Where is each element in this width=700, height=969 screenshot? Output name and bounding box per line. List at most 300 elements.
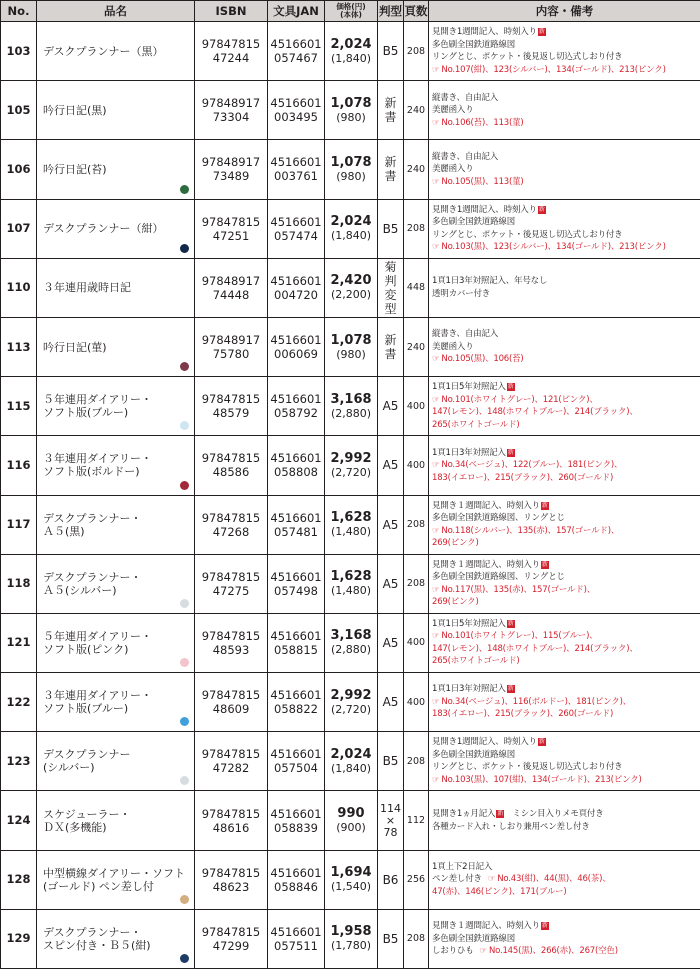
note-line (432, 873, 697, 886)
jan-part: 4516601 (268, 807, 324, 821)
table-row (1, 613, 700, 672)
note-line (432, 341, 697, 354)
jan-part: 4516601 (268, 155, 324, 169)
note-line (432, 920, 697, 933)
ref-mark-icon: ☞ (432, 395, 439, 405)
jan-part: 058792 (268, 406, 324, 420)
header-name: 品名 (37, 1, 195, 22)
price-cell (325, 909, 378, 968)
price-cell (325, 436, 378, 495)
format-cell (378, 673, 404, 732)
jan-part: 4516601 (268, 274, 324, 288)
color-swatch (180, 421, 189, 430)
product-name (37, 554, 195, 613)
note-text: 多色刷全国鉄道路線図、リングとじ (432, 572, 565, 582)
item-number: 122 (1, 673, 37, 732)
note-text: 183(イエロー)、215(ブラック)、260(ゴールド) (432, 709, 613, 719)
new-badge: 新 (541, 561, 549, 569)
isbn-part: 48616 (195, 821, 267, 835)
format-cell (378, 317, 404, 376)
note-related-items: No.145(黒)、266(赤)、267(空色) (489, 946, 618, 956)
note-line (432, 500, 697, 513)
price-base: (2,880) (325, 643, 377, 657)
note-text: 美麗函入り (432, 164, 474, 174)
note-line (432, 933, 697, 946)
product-name-line: ３年連用歳時日記 (43, 281, 190, 294)
isbn-part: 97847815 (195, 392, 267, 406)
price-with-tax: 2,024 (325, 747, 377, 762)
jan-part: 058822 (268, 702, 324, 716)
format-line: B5 (379, 932, 402, 946)
note-line (432, 51, 697, 64)
jan-part: 057511 (268, 939, 324, 953)
color-swatch (180, 362, 189, 371)
notes-cell (429, 377, 700, 436)
note-text: No.101(ホワイトグレー)、115(ブルー)、 (441, 631, 597, 641)
format-line: A5 (379, 695, 402, 709)
new-badge: 新 (507, 620, 515, 628)
product-name-line: デスクプランナー・ (43, 926, 190, 939)
price-with-tax: 990 (325, 806, 377, 821)
ref-mark-icon: ☞ (480, 946, 487, 956)
price-cell (325, 317, 378, 376)
format-line: B5 (379, 754, 402, 768)
product-name-line: デスクプランナー (43, 748, 190, 761)
page-count: 240 (404, 140, 429, 199)
isbn-part: 48609 (195, 702, 267, 716)
jan-cell (268, 791, 325, 850)
note-line (432, 92, 697, 105)
table-row (1, 199, 700, 258)
isbn-part: 97847815 (195, 451, 267, 465)
price-with-tax: 1,628 (325, 510, 377, 525)
format-cell (378, 791, 404, 850)
notes-cell (429, 732, 700, 791)
product-name-line: ５年連用ダイアリー・ (43, 630, 190, 643)
jan-part: 4516601 (268, 570, 324, 584)
product-name-line: ３年連用ダイアリー・ (43, 689, 190, 702)
note-text: No.107(紺)、123(シルバー)、134(ゴールド)、213(ピンク) (441, 65, 665, 75)
header-price-line1: 価格(円) (325, 3, 377, 11)
item-number: 128 (1, 850, 37, 909)
isbn-cell (195, 850, 268, 909)
isbn-cell (195, 673, 268, 732)
jan-part: 003761 (268, 169, 324, 183)
price-cell (325, 554, 378, 613)
isbn-part: 47251 (195, 229, 267, 243)
product-name (37, 791, 195, 850)
color-swatch (180, 776, 189, 785)
price-cell (325, 673, 378, 732)
isbn-part: 97847815 (195, 570, 267, 584)
jan-part: 4516601 (268, 392, 324, 406)
price-with-tax: 1,628 (325, 569, 377, 584)
item-number: 123 (1, 732, 37, 791)
price-with-tax: 1,694 (325, 865, 377, 880)
isbn-part: 47275 (195, 584, 267, 598)
notes-cell (429, 909, 700, 968)
product-name-line: Ａ５(黒) (43, 525, 190, 538)
product-name (37, 140, 195, 199)
price-cell (325, 613, 378, 672)
price-with-tax: 1,958 (325, 924, 377, 939)
note-line (432, 39, 697, 52)
price-base: (980) (325, 111, 377, 125)
price-base: (1,480) (325, 584, 377, 598)
note-line (432, 618, 697, 631)
note-line (432, 64, 697, 77)
format-cell (378, 613, 404, 672)
notes-cell (429, 140, 700, 199)
new-badge: 新 (538, 738, 546, 746)
format-cell (378, 258, 404, 317)
jan-cell (268, 613, 325, 672)
product-name (37, 377, 195, 436)
new-badge: 新 (507, 449, 515, 457)
product-name (37, 613, 195, 672)
product-name-line: Ａ５(シルバー) (43, 584, 190, 597)
page-count: 208 (404, 909, 429, 968)
isbn-part: 73489 (195, 169, 267, 183)
item-number: 121 (1, 613, 37, 672)
note-text: 多色刷全国鉄道路線図、リングとじ (432, 513, 565, 523)
format-cell (378, 495, 404, 554)
price-with-tax: 3,168 (325, 392, 377, 407)
product-name-line: スケジューラー・ (43, 808, 190, 821)
price-base: (980) (325, 348, 377, 362)
price-cell (325, 258, 378, 317)
product-name (37, 22, 195, 81)
product-name-line: デスクプランナー・ (43, 571, 190, 584)
note-text: 265(ホワイトゴールド) (432, 656, 520, 666)
note-line (432, 512, 697, 525)
note-text: 269(ピンク) (432, 597, 479, 607)
header-isbn: ISBN (195, 1, 268, 22)
format-line: A5 (379, 518, 402, 532)
header-no: No. (1, 1, 37, 22)
note-text: リングとじ、ポケット・後見返し切込式しおり付き (432, 230, 622, 240)
notes-cell (429, 436, 700, 495)
note-line (432, 708, 697, 721)
price-base: (1,780) (325, 939, 377, 953)
item-number: 113 (1, 317, 37, 376)
format-cell (378, 140, 404, 199)
color-swatch (180, 185, 189, 194)
note-line (432, 472, 697, 485)
isbn-part: 48593 (195, 643, 267, 657)
notes-cell (429, 673, 700, 732)
jan-cell (268, 732, 325, 791)
notes-cell (429, 22, 700, 81)
product-name (37, 732, 195, 791)
isbn-part: 97847815 (195, 747, 267, 761)
product-name (37, 850, 195, 909)
note-text: 269(ピンク) (432, 538, 479, 548)
jan-cell (268, 258, 325, 317)
product-name-line: ソフト版(ブルー) (43, 702, 190, 715)
new-badge: 新 (507, 383, 515, 391)
note-text: 見開き１週間記入、時刻入り (432, 921, 540, 931)
jan-part: 4516601 (268, 37, 324, 51)
note-line (432, 328, 697, 341)
product-name-line: デスクプランナー・ (43, 512, 190, 525)
format-cell (378, 81, 404, 140)
header-format: 判型 (378, 1, 404, 22)
jan-part: 057474 (268, 229, 324, 243)
note-text: リングとじ、ポケット・後見返し切込式しおり付き (432, 52, 622, 62)
note-text: 多色刷全国鉄道路線図 (432, 934, 515, 944)
note-line (432, 176, 697, 189)
notes-cell (429, 81, 700, 140)
isbn-cell (195, 436, 268, 495)
notes-cell (429, 554, 700, 613)
note-line (432, 419, 697, 432)
product-name-line: 吟行日記(菫) (43, 341, 190, 354)
format-cell (378, 199, 404, 258)
price-base: (1,840) (325, 229, 377, 243)
price-with-tax: 2,024 (325, 214, 377, 229)
product-name-line: ３年連用ダイアリー・ (43, 452, 190, 465)
isbn-cell (195, 613, 268, 672)
price-cell (325, 22, 378, 81)
format-cell (378, 436, 404, 495)
format-line: B5 (379, 222, 402, 236)
note-line (432, 749, 697, 762)
note-line (432, 808, 697, 821)
price-with-tax: 2,992 (325, 451, 377, 466)
jan-cell (268, 140, 325, 199)
note-line (432, 696, 697, 709)
jan-part: 4516601 (268, 688, 324, 702)
new-badge: 新 (538, 28, 546, 36)
table-body (1, 22, 700, 969)
ref-mark-icon: ☞ (432, 65, 439, 75)
format-line: 新書 (379, 333, 402, 361)
product-name (37, 495, 195, 554)
format-cell (378, 22, 404, 81)
ref-mark-icon: ☞ (432, 354, 439, 364)
note-line (432, 163, 697, 176)
new-badge: 新 (541, 502, 549, 510)
note-text: 美麗函入り (432, 342, 474, 352)
jan-part: 057467 (268, 51, 324, 65)
jan-part: 4516601 (268, 629, 324, 643)
price-cell (325, 81, 378, 140)
page-count: 400 (404, 613, 429, 672)
table-row (1, 436, 700, 495)
product-name-line: デスクプランナー（黒） (43, 45, 190, 58)
jan-part: 057481 (268, 525, 324, 539)
new-badge: 新 (541, 922, 549, 930)
note-line (432, 774, 697, 787)
item-number: 105 (1, 81, 37, 140)
table-row (1, 909, 700, 968)
item-number: 103 (1, 22, 37, 81)
note-line (432, 821, 697, 834)
price-base: (980) (325, 170, 377, 184)
note-line (432, 104, 697, 117)
note-text: 多色刷全国鉄道路線図 (432, 217, 515, 227)
color-swatch (180, 895, 189, 904)
ref-mark-icon: ☞ (432, 242, 439, 252)
jan-cell (268, 554, 325, 613)
isbn-cell (195, 554, 268, 613)
notes-cell (429, 850, 700, 909)
page-count: 240 (404, 317, 429, 376)
isbn-cell (195, 22, 268, 81)
price-base: (2,200) (325, 288, 377, 302)
table-row (1, 81, 700, 140)
note-line (432, 537, 697, 550)
jan-part: 057498 (268, 584, 324, 598)
note-line (432, 559, 697, 572)
product-name (37, 317, 195, 376)
note-line (432, 216, 697, 229)
item-number: 106 (1, 140, 37, 199)
table-row (1, 732, 700, 791)
price-cell (325, 377, 378, 436)
new-badge: 新 (496, 810, 504, 818)
note-text: 見開き1週間記入、時刻入り (432, 737, 537, 747)
price-cell (325, 495, 378, 554)
note-text: 見開き1週間記入、時刻入り (432, 205, 537, 215)
header-price (325, 1, 378, 22)
jan-part: 4516601 (268, 747, 324, 761)
jan-cell (268, 317, 325, 376)
table-row (1, 377, 700, 436)
format-line: 新書 (379, 155, 402, 183)
jan-part: 004720 (268, 288, 324, 302)
page-count: 112 (404, 791, 429, 850)
isbn-part: 97847815 (195, 37, 267, 51)
note-text: 縦書き、自由記入 (432, 329, 498, 339)
isbn-part: 97847815 (195, 511, 267, 525)
note-line (432, 406, 697, 419)
format-line: × (379, 815, 402, 827)
jan-part: 4516601 (268, 925, 324, 939)
note-text: 透明カバー付き (432, 289, 490, 299)
note-text: 147(レモン)、148(ホワイトブルー)、214(ブラック)、 (432, 407, 638, 417)
isbn-part: 97848917 (195, 274, 267, 288)
price-cell (325, 850, 378, 909)
note-line (432, 447, 697, 460)
note-text: しおりひも (432, 946, 474, 956)
isbn-part: 97848917 (195, 333, 267, 347)
page-count: 400 (404, 673, 429, 732)
note-line (432, 630, 697, 643)
note-line (432, 381, 697, 394)
table-row (1, 673, 700, 732)
jan-part: 4516601 (268, 96, 324, 110)
note-text: 縦書き、自由記入 (432, 93, 498, 103)
format-line: B6 (379, 873, 402, 887)
note-text: No.118(シルバー)、135(赤)、157(ゴールド)、 (441, 526, 619, 536)
color-swatch (180, 244, 189, 253)
note-line (432, 945, 697, 958)
table-row (1, 140, 700, 199)
jan-part: 058846 (268, 880, 324, 894)
format-line: 菊判 (379, 260, 402, 288)
product-name (37, 81, 195, 140)
note-text: 1頁1日3年対照記入、年号なし (432, 276, 547, 286)
price-base: (900) (325, 821, 377, 835)
price-cell (325, 791, 378, 850)
product-name-line: (ゴールド) ペン差し付 (43, 880, 190, 893)
item-number: 124 (1, 791, 37, 850)
isbn-part: 73304 (195, 110, 267, 124)
price-base: (1,840) (325, 52, 377, 66)
isbn-cell (195, 317, 268, 376)
color-swatch (180, 954, 189, 963)
table-header (1, 1, 700, 22)
jan-cell (268, 495, 325, 554)
table-row (1, 495, 700, 554)
notes-cell (429, 613, 700, 672)
isbn-part: 47268 (195, 525, 267, 539)
product-name-line: ５年連用ダイアリー・ (43, 393, 190, 406)
isbn-cell (195, 377, 268, 436)
isbn-cell (195, 732, 268, 791)
note-text: 美麗函入り (432, 105, 474, 115)
table-row (1, 554, 700, 613)
note-line (432, 151, 697, 164)
price-cell (325, 732, 378, 791)
format-cell (378, 554, 404, 613)
header-price-line2: (本体) (325, 11, 377, 19)
isbn-cell (195, 81, 268, 140)
format-cell (378, 909, 404, 968)
note-text: 1頁1日5年対照記入 (432, 382, 506, 392)
format-line: A5 (379, 399, 402, 413)
color-swatch (180, 599, 189, 608)
isbn-cell (195, 140, 268, 199)
item-number: 129 (1, 909, 37, 968)
jan-part: 006069 (268, 347, 324, 361)
jan-part: 058808 (268, 465, 324, 479)
jan-part: 4516601 (268, 451, 324, 465)
note-line (432, 683, 697, 696)
format-line: 新書 (379, 96, 402, 124)
note-text: リングとじ、ポケット・後見返し切込式しおり付き (432, 762, 622, 772)
note-text: 1頁1日5年対照記入 (432, 619, 506, 629)
new-badge: 新 (507, 685, 515, 693)
isbn-cell (195, 495, 268, 554)
jan-part: 003495 (268, 110, 324, 124)
note-text: 147(レモン)、148(ホワイトブルー)、214(ブラック)、 (432, 644, 638, 654)
note-text: No.101(ホワイトグレー)、121(ピンク)、 (441, 395, 597, 405)
product-name-line: 中型横線ダイアリー・ソフト (43, 867, 190, 880)
price-base: (2,720) (325, 466, 377, 480)
isbn-part: 97847815 (195, 629, 267, 643)
format-cell (378, 850, 404, 909)
isbn-cell (195, 199, 268, 258)
isbn-part: 97847815 (195, 215, 267, 229)
jan-cell (268, 377, 325, 436)
ref-mark-icon: ☞ (432, 585, 439, 595)
new-badge: 新 (538, 206, 546, 214)
product-name-line: (シルバー) (43, 761, 190, 774)
note-text: 見開き１週間記入、時刻入り (432, 560, 540, 570)
note-text: No.34(ベージュ)、116(ボルドー)、181(ピンク)、 (441, 697, 631, 707)
isbn-part: 97847815 (195, 688, 267, 702)
price-with-tax: 3,168 (325, 628, 377, 643)
product-name (37, 909, 195, 968)
format-line: 78 (379, 827, 402, 839)
note-text: 1頁上下2日記入 (432, 862, 492, 872)
note-line (432, 394, 697, 407)
note-text: 見開き１週間記入、時刻入り (432, 501, 540, 511)
note-line (432, 596, 697, 609)
